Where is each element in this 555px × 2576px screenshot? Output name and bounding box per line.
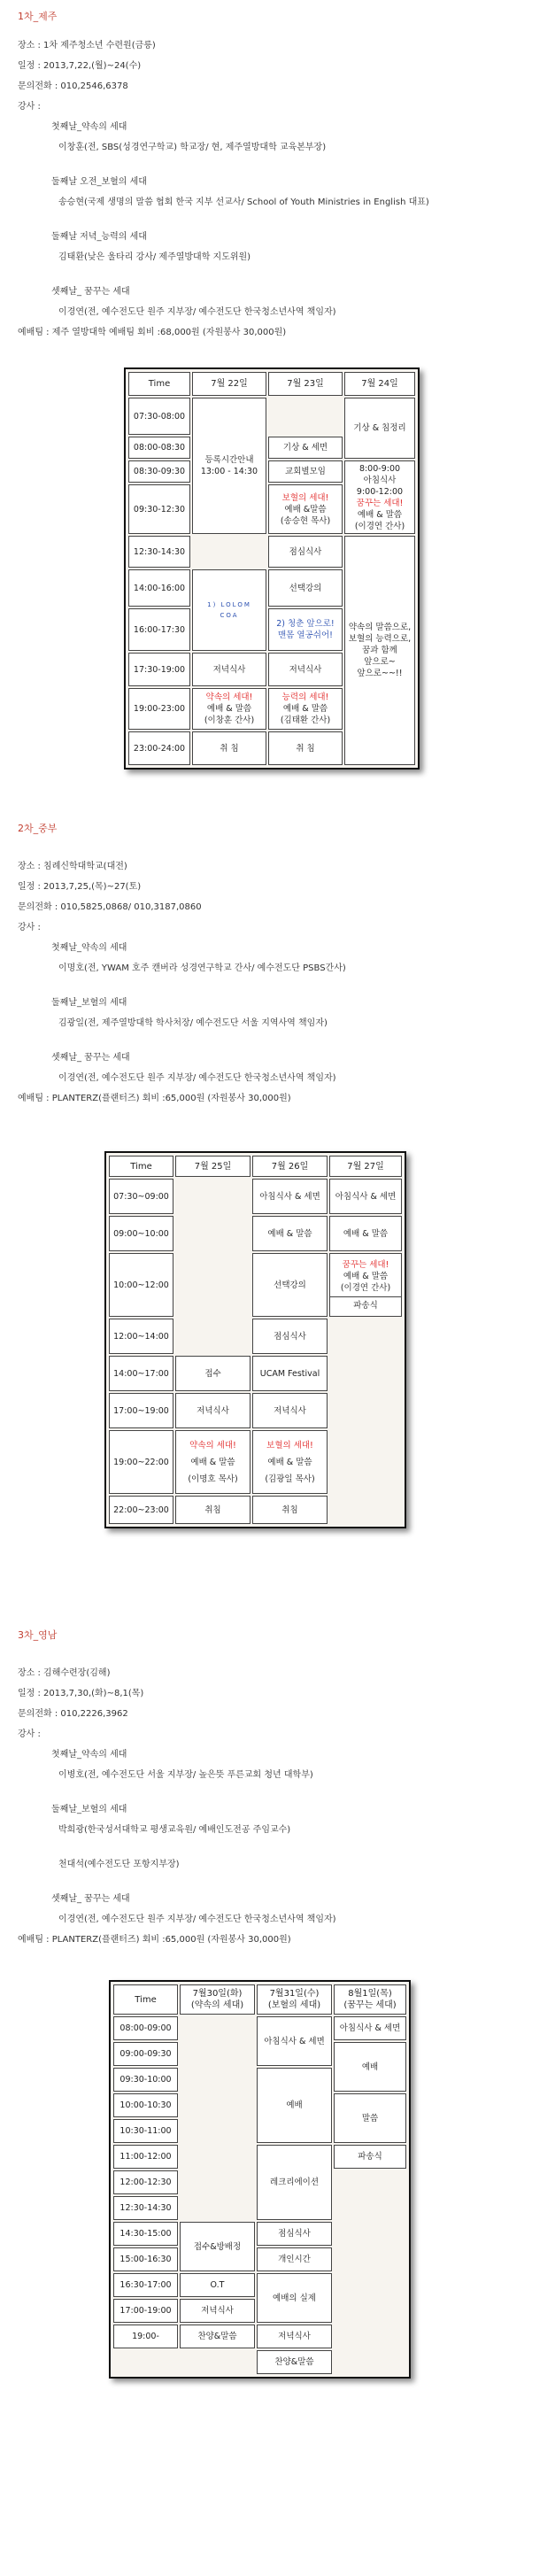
wake-cell: 기상 & 세면 bbox=[268, 437, 343, 459]
worship-cell: 예배 bbox=[334, 2042, 406, 2092]
time-cell: 14:00-16:00 bbox=[128, 569, 190, 607]
section-title: 3차_영남 bbox=[18, 1629, 58, 1641]
youth-cell: 2) 청춘 앞으로! 맨몸 열공쉬어! bbox=[268, 608, 343, 651]
time-cell: 23:00-24:00 bbox=[128, 731, 190, 765]
reference-cell: 1) LOLOM COA bbox=[192, 569, 266, 651]
time-cell: 08:00-08:30 bbox=[128, 437, 190, 459]
sleep-cell: 취침 bbox=[175, 1496, 251, 1524]
speaker-name: 박희광(한국성서대학교 평생교육원/ 예배인도전공 주임교수) bbox=[58, 1825, 291, 1835]
sleep-cell: 취 침 bbox=[192, 731, 266, 765]
time-cell: 16:30-17:00 bbox=[113, 2273, 178, 2297]
speaker-name: 이경연(전, 예수전도단 원주 지부장/ 예수전도단 한국청소년사역 책임자) bbox=[58, 307, 336, 317]
speaker-day-title: 셋째날_ 꿈꾸는 세대 bbox=[51, 1053, 130, 1063]
time-cell: 17:00~19:00 bbox=[109, 1393, 173, 1428]
time-cell: 10:30-11:00 bbox=[113, 2119, 178, 2143]
sleep-cell: 취침 bbox=[252, 1496, 328, 1524]
speaker-name: 이명호(전, YWAM 호주 캔버라 성경연구학교 간사/ 예수전도단 PSBS간사) bbox=[58, 963, 346, 973]
breakfast-cell: 아침식사 & 세면 bbox=[334, 2016, 406, 2040]
speaker-day-title: 첫째날_약속의 세대 bbox=[51, 122, 127, 132]
date: 일정 : 2013,7,30,(화)~8,1(목) bbox=[18, 1689, 144, 1698]
word-cell: 말씀 bbox=[334, 2093, 406, 2143]
fellowship-cell: 교회별모임 bbox=[268, 460, 343, 483]
ot-cell: O.T bbox=[180, 2273, 255, 2297]
sleep-cell: 취 침 bbox=[268, 731, 343, 765]
header-day: 8월1일(목) (꿈꾸는 세대) bbox=[334, 1984, 406, 2015]
lunch-cell: 점심식사 bbox=[268, 536, 343, 568]
phone: 문의전화 : 010,2226,3962 bbox=[18, 1709, 128, 1719]
dinner-cell: 저녁식사 bbox=[175, 1393, 251, 1428]
venue: 장소 : 침례신학대학교(대전) bbox=[18, 862, 127, 871]
venue: 장소 : 1차 제주청소년 수련원(금릉) bbox=[18, 41, 156, 50]
time-cell: 22:00~23:00 bbox=[109, 1496, 173, 1524]
time-cell: 07:30~09:00 bbox=[109, 1179, 173, 1214]
breakfast-cell: 아침식사 & 세면 bbox=[329, 1179, 402, 1214]
time-cell: 16:00-17:30 bbox=[128, 608, 190, 651]
speaker-day-title: 첫째날_약속의 세대 bbox=[51, 943, 127, 953]
speaker-name: 이창훈(전, SBS(성경연구학교) 학교장/ 현, 제주열방대학 교육본부장) bbox=[58, 143, 327, 152]
section-title: 2차_중부 bbox=[18, 823, 58, 834]
worship-cell: 찬양&말씀 bbox=[180, 2325, 255, 2348]
header-day: 7월30일(화) (약속의 세대) bbox=[180, 1984, 255, 2015]
registration-cell: 접수 bbox=[175, 1356, 251, 1391]
speaker-day-title: 둘째날 오전_보혈의 세대 bbox=[51, 177, 147, 187]
elective-cell: 선택강의 bbox=[268, 569, 343, 607]
worship-cell: 꿈꾸는 세대! 예배 & 말씀 (이경연 간사) 파송식 bbox=[329, 1253, 402, 1317]
speaker-day-title: 셋째날_ 꿈꾸는 세대 bbox=[51, 1894, 130, 1904]
worship-practice-cell: 예배의 실제 bbox=[257, 2273, 332, 2323]
speaker-name: 송승현(국제 생명의 말씀 협회 한국 지부 선교사/ School of Youth Ministries in English 대표) bbox=[58, 197, 429, 207]
time-cell: 12:00-12:30 bbox=[113, 2170, 178, 2194]
closing-cell: 파송식 bbox=[334, 2145, 406, 2169]
registration-info: 예배팀 : PLANTERZ(플랜터즈) 회비 :65,000원 (자원봉사 30,000원) bbox=[18, 1935, 291, 1945]
time-cell: 12:30-14:30 bbox=[128, 536, 190, 568]
venue: 장소 : 김해수련장(김해) bbox=[18, 1668, 111, 1678]
speaker-name: 이경연(전, 예수전도단 원주 지부장/ 예수전도단 한국청소년사역 책임자) bbox=[58, 1915, 336, 1924]
time-cell: 07:30-08:00 bbox=[128, 398, 190, 435]
schedule-table-jeju bbox=[124, 367, 420, 770]
dinner-cell: 저녁식사 bbox=[192, 653, 266, 686]
closing-ceremony: 파송식 bbox=[329, 1296, 402, 1311]
worship-cell: 약속의 세대! 예배 & 말씀 (이명호 목사) bbox=[175, 1430, 251, 1494]
breakfast-cell: 아침식사 & 세면 bbox=[257, 2016, 332, 2066]
speaker-day-title: 둘째날_보혈의 세대 bbox=[51, 1805, 127, 1814]
speaker-day-title: 둘째날_보혈의 세대 bbox=[51, 998, 127, 1008]
time-cell: 12:00~14:00 bbox=[109, 1319, 173, 1354]
lunch-cell: 점심식사 bbox=[252, 1319, 328, 1354]
speaker-name: 천대석(예수전도단 포항지부장) bbox=[58, 1860, 180, 1869]
time-cell: 11:00-12:00 bbox=[113, 2145, 178, 2169]
dinner-cell: 저녁식사 bbox=[252, 1393, 328, 1428]
header-time: Time bbox=[109, 1156, 173, 1177]
section-jeju bbox=[18, 9, 540, 343]
wake-cell: 기상 & 침정리 bbox=[344, 398, 415, 459]
header-day: 7월 26일 bbox=[252, 1156, 328, 1177]
speaker-day-title: 셋째날_ 꿈꾸는 세대 bbox=[51, 287, 130, 297]
time-cell: 17:00-19:00 bbox=[113, 2299, 178, 2323]
time-cell: 09:00-09:30 bbox=[113, 2042, 178, 2066]
registration-info: 예배팀 : PLANTERZ(플랜터즈) 회비 :65,000원 (자원봉사 30,000원) bbox=[18, 1094, 291, 1103]
worship-cell: 약속의 세대! 예배 & 말씀 (이창훈 간사) bbox=[192, 688, 266, 730]
registration-info: 예배팀 : 제주 열방대학 예배팀 회비 :68,000원 (자원봉사 30,000원) bbox=[18, 328, 287, 337]
worship-cell: 보혈의 세대! 예배 & 말씀 (김광일 목사) bbox=[252, 1430, 328, 1494]
header-day: 7월 25일 bbox=[175, 1156, 251, 1177]
worship-cell: 예배 & 말씀 bbox=[329, 1216, 402, 1251]
section-central bbox=[18, 821, 540, 1109]
speakers-label: 강사 : bbox=[18, 1729, 41, 1739]
time-cell: 10:00~12:00 bbox=[109, 1253, 173, 1317]
worship-cell: 보혈의 세대! 예배 &말씀 (송승현 목사) bbox=[268, 484, 343, 534]
lunch-cell: 점심식사 bbox=[257, 2222, 332, 2246]
personal-time-cell: 개인시간 bbox=[257, 2247, 332, 2271]
time-cell: 09:30-10:00 bbox=[113, 2068, 178, 2092]
time-cell: 09:30-12:30 bbox=[128, 484, 190, 534]
header-day: 7월 27일 bbox=[329, 1156, 402, 1177]
header-day: 7월31일(수) (보혈의 세대) bbox=[257, 1984, 332, 2015]
header-time: Time bbox=[128, 372, 190, 396]
time-cell: 08:00-09:00 bbox=[113, 2016, 178, 2040]
time-cell: 12:30-14:30 bbox=[113, 2196, 178, 2220]
date: 일정 : 2013,7,22,(월)~24(수) bbox=[18, 61, 142, 71]
date: 일정 : 2013,7,25,(목)~27(토) bbox=[18, 882, 142, 892]
registration-cell: 등록시간안내 13:00 - 14:30 bbox=[192, 398, 266, 534]
time-cell: 09:00~10:00 bbox=[109, 1216, 173, 1251]
worship-cell: 능력의 세대! 예배 & 말씀 (김태환 간사) bbox=[268, 688, 343, 730]
closing-message-cell: 약속의 말씀으로, 보혈의 능력으로, 꿈과 함께 앞으로~ 앞으로~~!! bbox=[344, 536, 415, 765]
time-cell: 15:00-16:30 bbox=[113, 2247, 178, 2271]
time-cell: 08:30-09:30 bbox=[128, 460, 190, 483]
recreation-cell: 레크리에이션 bbox=[257, 2145, 332, 2220]
worship-cell: 찬양&말씀 bbox=[257, 2350, 332, 2374]
elective-cell: 선택강의 bbox=[252, 1253, 328, 1317]
speaker-name: 이병호(전, 예수전도단 서울 지부장/ 높은뜻 푸른교회 청년 대학부) bbox=[58, 1770, 313, 1780]
breakfast-cell: 아침식사 & 세면 bbox=[252, 1179, 328, 1214]
time-cell: 19:00- bbox=[113, 2325, 178, 2348]
time-cell: 19:00-23:00 bbox=[128, 688, 190, 730]
section-yeongnam bbox=[18, 1628, 540, 1950]
speaker-name: 김광일(전, 제주열방대학 학사처장/ 예수전도단 서울 지역사역 책임자) bbox=[58, 1018, 328, 1028]
time-cell: 17:30-19:00 bbox=[128, 653, 190, 686]
time-cell: 10:00-10:30 bbox=[113, 2093, 178, 2117]
header-day: 7월 24일 bbox=[344, 372, 415, 396]
speaker-day-title: 첫째날_약속의 세대 bbox=[51, 1750, 127, 1760]
time-cell: 14:30-15:00 bbox=[113, 2222, 178, 2246]
header-time: Time bbox=[113, 1984, 178, 2015]
dinner-cell: 저녁식사 bbox=[257, 2325, 332, 2348]
worship-cell: 예배 & 말씀 bbox=[252, 1216, 328, 1251]
dinner-cell: 저녁식사 bbox=[180, 2299, 255, 2323]
speaker-name: 김태환(낮은 울타리 강사/ 제주열방대학 지도위원) bbox=[58, 252, 251, 262]
time-cell: 14:00~17:00 bbox=[109, 1356, 173, 1391]
dinner-cell: 저녁식사 bbox=[268, 653, 343, 686]
section-title: 1차_제주 bbox=[18, 11, 58, 22]
worship-cell: 예배 bbox=[257, 2068, 332, 2143]
schedule-table-yeongnam bbox=[109, 1980, 411, 2379]
time-cell: 19:00~22:00 bbox=[109, 1430, 173, 1494]
speakers-label: 강사 : bbox=[18, 923, 41, 932]
registration-cell: 접수&방배정 bbox=[180, 2222, 255, 2271]
day3-morning-cell: 8:00-9:00 아침식사 9:00-12:00 꿈꾸는 세대! 예배 & 말씀 (이경연 간사) bbox=[344, 460, 415, 534]
speaker-day-title: 둘째날 저녁_능력의 세대 bbox=[51, 232, 147, 242]
header-day: 7월 22일 bbox=[192, 372, 266, 396]
speaker-name: 이경연(전, 예수전도단 원주 지부장/ 예수전도단 한국청소년사역 책임자) bbox=[58, 1073, 336, 1083]
header-day: 7월 23일 bbox=[268, 372, 343, 396]
festival-cell: UCAM Festival bbox=[252, 1356, 328, 1391]
schedule-table-central bbox=[104, 1151, 406, 1528]
phone: 문의전화 : 010,5825,0868/ 010,3187,0860 bbox=[18, 902, 202, 912]
phone: 문의전화 : 010,2546,6378 bbox=[18, 81, 128, 91]
speakers-label: 강사 : bbox=[18, 102, 41, 112]
